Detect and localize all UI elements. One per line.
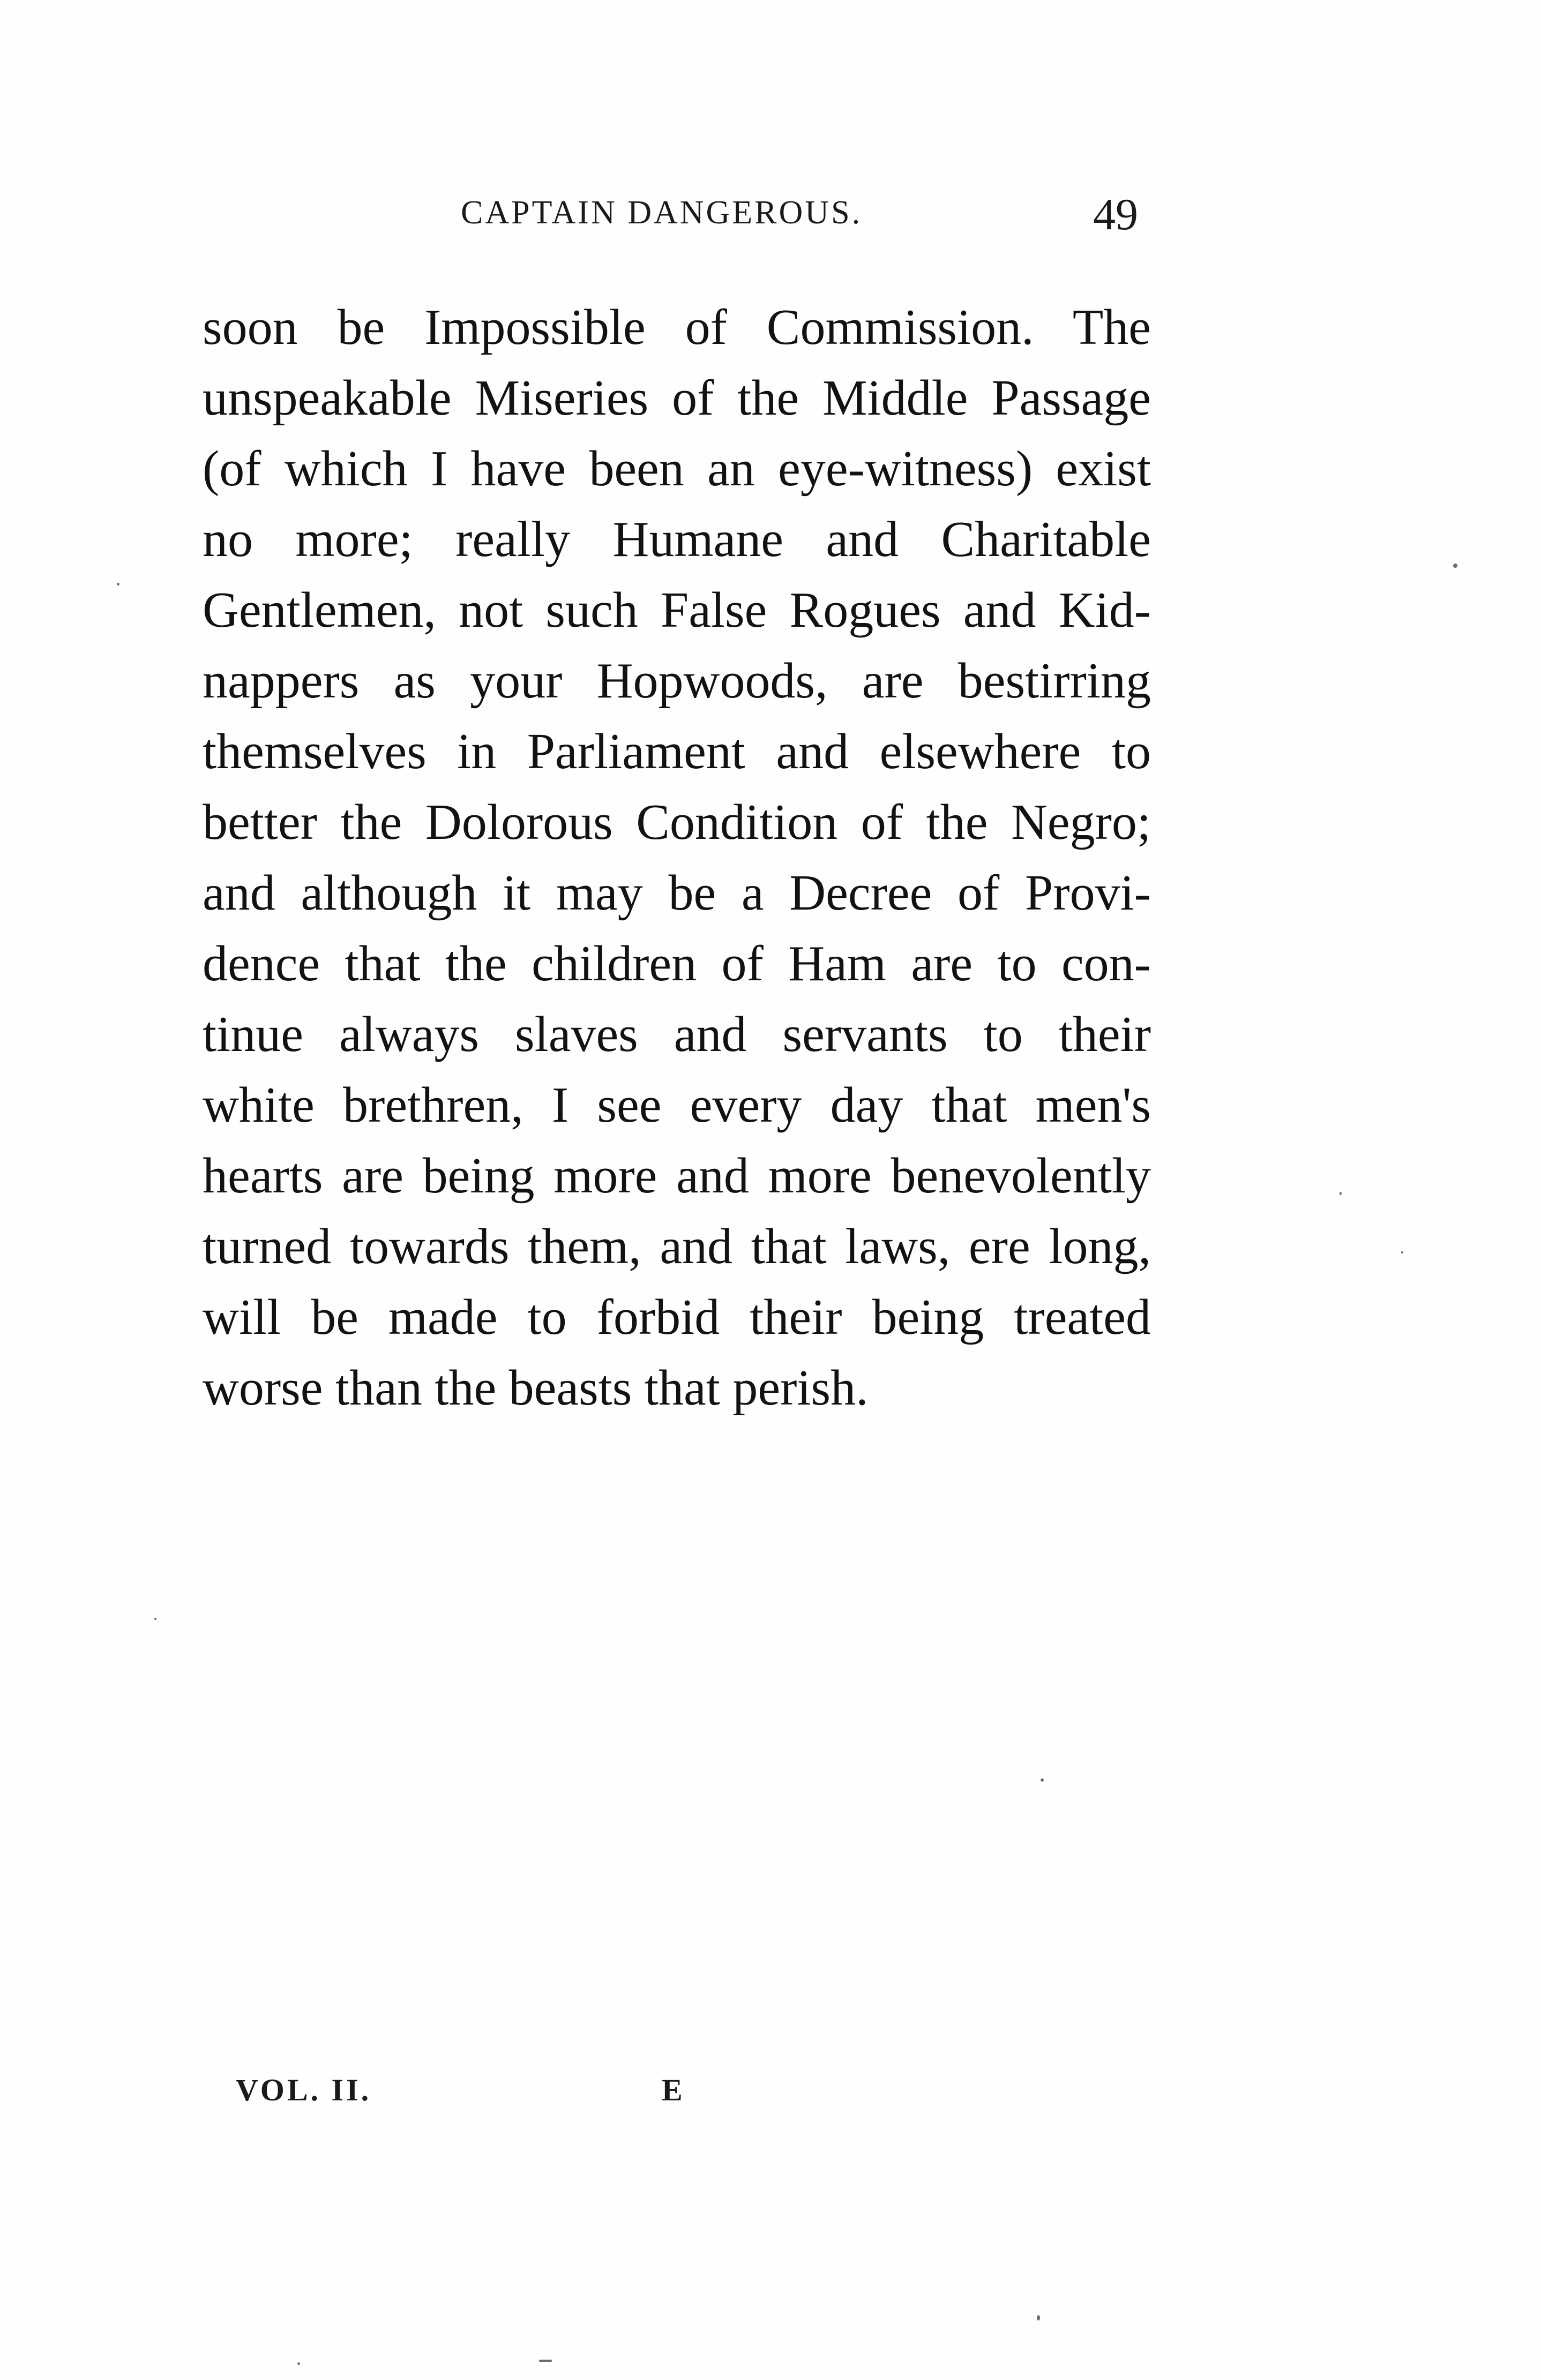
text-line: tinue always slaves and servants to their: [203, 1007, 1151, 1062]
scan-speck: [1041, 1778, 1044, 1782]
text-line: unspeakable Miseries of the Middle Passage: [203, 370, 1151, 426]
signature-mark: E: [662, 2073, 683, 2107]
scan-speck: [1401, 1251, 1403, 1253]
scan-speck: [154, 1618, 156, 1620]
text-line: nappers as your Hopwoods, are bestirring: [203, 653, 1151, 709]
text-line: turned towards them, and that laws, ere long,: [203, 1219, 1151, 1274]
scan-speck: [1037, 2315, 1040, 2321]
scan-speck: [117, 583, 119, 585]
text-line: dence that the children of Ham are to con-: [203, 936, 1151, 992]
text-line: and although it may be a Decree of Provi-: [203, 865, 1151, 921]
text-line: better the Dolorous Condition of the Negro;: [203, 794, 1151, 850]
scan-speck: [1453, 564, 1457, 568]
body-text: [203, 292, 1151, 1423]
text-line: no more; really Humane and Charitable: [203, 512, 1151, 567]
text-line: will be made to forbid their being treated: [203, 1289, 1151, 1345]
text-line: (of which I have been an eye-witness) exist: [203, 441, 1151, 497]
scan-speck: [297, 2362, 300, 2365]
volume-label: VOL. II.: [236, 2073, 372, 2107]
text-line: soon be Impossible of Commission. The: [203, 299, 1151, 355]
text-line: white brethren, I see every day that men's: [203, 1077, 1151, 1133]
text-line: hearts are being more and more benevolently: [203, 1148, 1151, 1204]
scan-speck: [539, 2360, 552, 2362]
page-number: 49: [1093, 190, 1138, 239]
running-head: CAPTAIN DANGEROUS.: [461, 194, 863, 231]
scan-speck: [1340, 1192, 1342, 1195]
text-line: Gentlemen, not such False Rogues and Kid-: [203, 582, 1151, 638]
text-line: worse than the beasts that perish.: [203, 1360, 869, 1416]
text-line: themselves in Parliament and elsewhere to: [203, 724, 1151, 779]
